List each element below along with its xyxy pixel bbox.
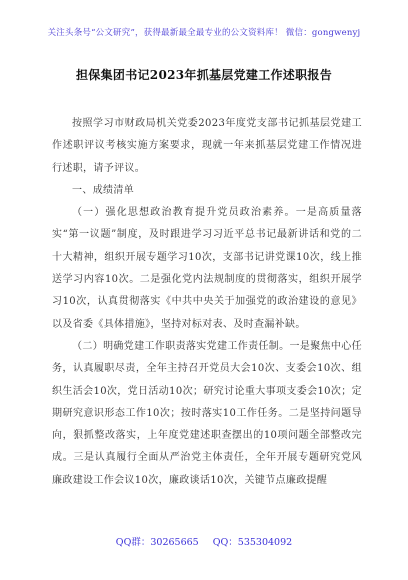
body-paragraph: （二）明确党建工作职责落实党建工作责任制。一是聚焦中心任务，认真履职尽责，全年主持召开党员大会10次、支委会10次、组织生活会10次，党日活动10次；研究讨论重大事项支委会10次；定期研究意识形态工作10次；按时落实10工作任务。二是坚持问题导向，狠抓整改落实，上年度党建述职查摆出的10项问题全部整改完成。三是认真履行全面从严治党主体责任，全年开展专题研究党风廉政建设工作会议10次，廉政谈话10次，关键节点廉政提醒 (52, 340, 362, 486)
qq-number-text: QQ：535304092 (212, 537, 293, 548)
footer-contact (0, 534, 408, 548)
intro-paragraph: 按照学习市财政局机关党委2023年度党支部书记抓基层党建工作述职评议考核实施方案要求，现就一年来抓基层党建工作情况进行述职，请予评议。 (52, 118, 362, 174)
document-title: 担保集团书记2023年抓基层党建工作述职报告 (76, 68, 332, 82)
document-body (52, 113, 362, 492)
section-heading: 一、成绩清单 (72, 184, 135, 196)
qq-group-text: QQ群：30265665 (115, 537, 199, 548)
body-paragraph: （一）强化思想政治教育提升党员政治素养。一是高质量落实“第一议题”制度，及时跟进学习习近平总书记最新讲话和党的二十大精神，组织开展专题学习10次，支部书记讲党课10次，线上推送学习内容10次。二是强化党内法规制度的贯彻落实，组织开展学习10次，认真贯彻落实《中共中央关于加强党的政治建设的意见》以及省委《具体措施》，坚持对标对表、及时查漏补缺。 (52, 207, 362, 330)
header-notice: 关注头条号“公文研究”，获得最新最全最专业的公文资料库！ 微信：gongwenyj (47, 28, 361, 38)
